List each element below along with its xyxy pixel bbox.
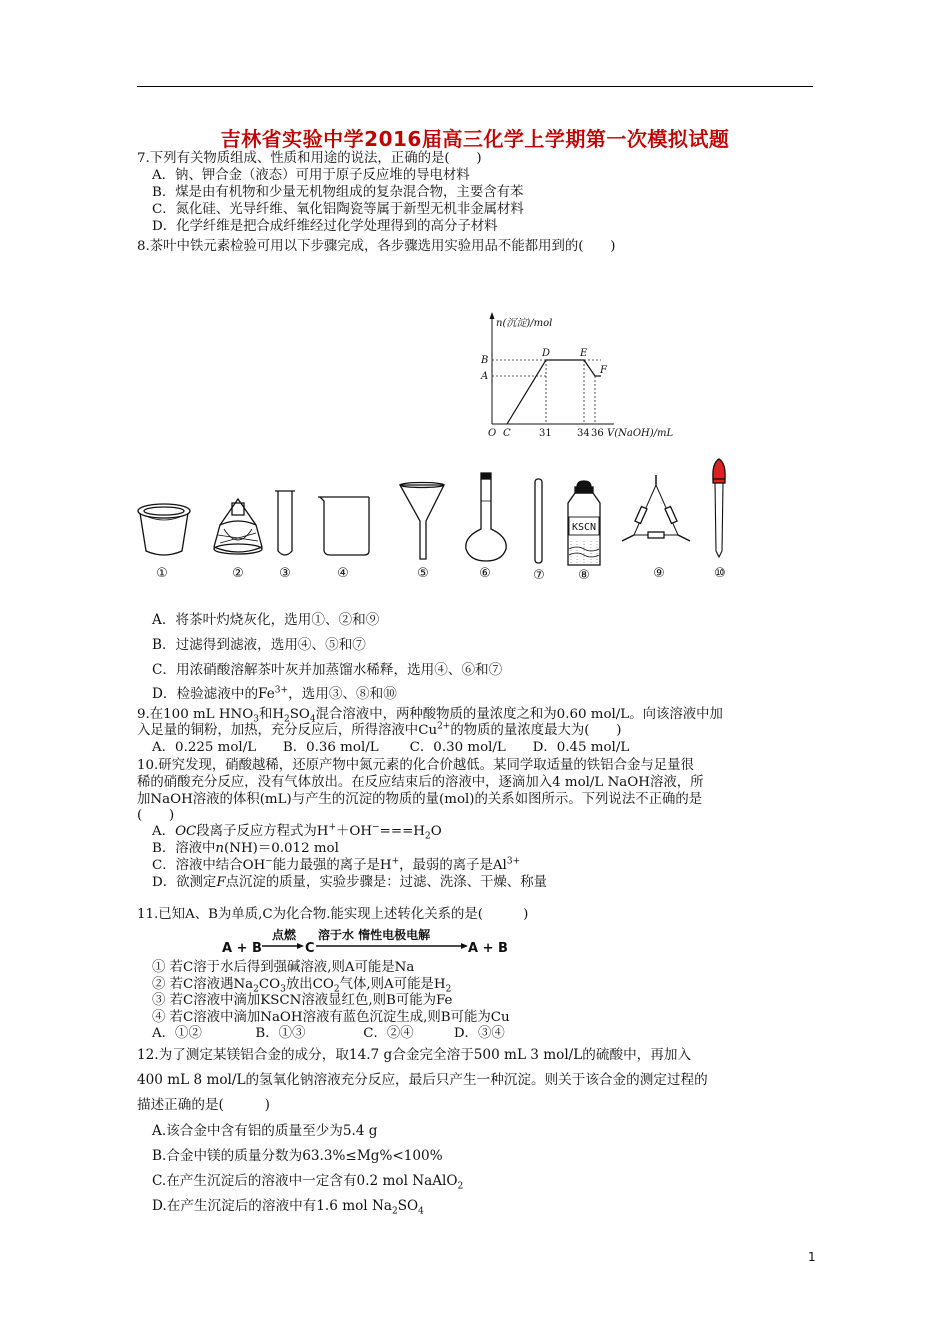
q11-transformation-scheme [222,925,512,957]
crucible-icon [138,504,190,555]
q7-option-a: A．钠、钾合金（液态）可用于原子反应堆的导电材料 [152,168,470,183]
header-rule [137,86,813,87]
apparatus-label-7: ⑦ [533,568,545,583]
q11-statement-2: ② 若C溶液遇$Na_2CO_3$放出$CO_2$气体,则A可能是$H_2$ [152,977,452,995]
scheme-right: A + B [468,941,508,956]
q7-option-b: B．煤是由有机物和少量无机物组成的复杂混合物，主要含有苯 [152,185,524,200]
q10-line-1: 10.研究发现，硝酸越稀，还原产物中氮元素的化合价越低。某同学取适量的铁铝合金与足量很 [137,758,694,773]
scheme-over-1: 点燃 [272,928,297,942]
apparatus-label-9: ⑨ [653,566,665,581]
label-d: D [542,348,551,359]
q12-option-a: A.该合金中含有铝的质量至少为5.4 g [152,1123,378,1139]
q10-line-2: 稀的硝酸充分反应，没有气体放出。在反应结束后的溶液中，逐滴加入4 mol/L NaOH溶液，所 [137,775,704,790]
q8-stem: 8.茶叶中铁元素检验可用以下步骤完成，各步骤选用实验用品不能都用到的( ) [137,239,616,254]
q9-line-1: 9.在100 mL $HNO_3$和$H_2SO_4$混合溶液中，两种酸物质的量浓度之和为0.60 mol/L。向该溶液中加 [137,707,723,725]
q10-line-3: 加NaOH溶液的体积(mL)与产生的沉淀的物质的量(mol)的关系如图所示。下列说法不正确的是 [137,792,703,807]
q11-stem: 11.已知A、B为单质,C为化合物.能实现上述转化关系的是( ) [137,907,529,922]
label-a: A [481,371,489,382]
tick-34: 34 [577,428,590,439]
apparatus-label-3: ③ [279,566,291,581]
q9-line-2: 入足量的铜粉，加热，充分反应后，所得溶液中$Cu^{2+}$的物质的量浓度最大为( ) [137,721,622,738]
q12-option-b: B.合金中镁的质量分数为63.3%≤Mg%<100% [152,1148,443,1164]
q7-option-c: C．氮化硅、光导纤维、氧化铝陶瓷等属于新型无机非金属材料 [152,202,524,217]
apparatus-label-6: ⑥ [479,566,491,581]
crucible-tongs-icon [214,499,262,554]
q10-option-c: C．溶液中结合OH−能力最强的离子是H+，最弱的离子是$Al^{3+}$ [152,856,521,873]
q12-line-2: 400 mL 8 mol/L的氢氧化钠溶液充分反应，最后只产生一种沉淀。则关于该合金的测定过程的 [137,1072,708,1088]
label-o: O [488,428,497,439]
volumetric-flask-icon [466,473,506,561]
q11-options: A．①② B．①③ C．②④ D．③④ [152,1026,505,1041]
q8-option-d: D．检验滤液中的$Fe^{3+}$，选用③、⑧和⑩ [152,685,397,702]
q9-options: A．0.225 mol/L B．0.36 mol/L C．0.30 mol/L D．0.45 mol/L [152,740,630,755]
page-title: 吉林省实验中学2016届高三化学上学期第一次模拟试题 [220,127,730,151]
apparatus-figure [128,455,748,585]
q11-statement-4: ④ 若C溶液中滴加NaOH溶液有蓝色沉淀生成,则B可能为Cu [152,1010,510,1025]
apparatus-label-4: ④ [337,566,349,581]
q10-option-d: D．欲测定F点沉淀的质量，实验步骤是：过滤、洗涤、干燥、称量 [152,875,547,890]
x-axis-label: V(NaOH)/mL [607,428,674,439]
funnel-icon [400,483,444,560]
tick-31: 31 [539,428,552,439]
label-f: F [600,365,607,376]
label-e: E [580,348,588,359]
kscn-label: KSCN [571,522,597,533]
apparatus-label-1: ① [156,566,168,581]
clay-triangle-icon [622,475,690,541]
apparatus-label-8: ⑧ [578,568,590,583]
apparatus-label-5: ⑤ [417,566,429,581]
q10-option-b: B．溶液中n(NH)＝0.012 mol [152,841,339,856]
scheme-c: C [305,941,315,956]
q7-option-d: D．化学纤维是把合成纤维经过化学处理得到的高分子材料 [152,219,498,234]
scheme-left: A + B [222,941,262,956]
q12-option-c: C.在产生沉淀后的溶液中一定含有0.2 mol NaAlO$_2$ [152,1173,464,1192]
q10-line-4: ( ) [137,808,175,823]
tick-36: 36 [591,428,604,439]
apparatus-label-10: ⑩ [714,566,726,581]
beaker-icon [318,497,369,555]
q10-option-a: A．OC段离子反应方程式为$H^++OH^-===H_2O$ [152,822,442,842]
q11-statement-1: ① 若C溶于水后得到强碱溶液,则A可能是Na [152,960,415,975]
page-number: 1 [808,1250,816,1264]
glass-rod-icon [535,479,542,563]
q8-option-a: A．将茶叶灼烧灰化，选用①、②和⑨ [152,612,380,628]
y-axis-label: n(沉淀)/mol [496,318,553,329]
label-c: C [503,428,511,439]
q8-option-c: C．用浓硝酸溶解茶叶灰并加蒸馏水稀释，选用④、⑥和⑦ [152,662,503,678]
apparatus-label-2: ② [232,566,244,581]
scheme-over-2: 溶于水 惰性电极电解 [318,928,431,942]
q12-line-3: 描述正确的是( ) [137,1097,270,1113]
q12-option-d: D.在产生沉淀后的溶液中有1.6 mol $Na_2SO_4$ [152,1198,424,1217]
precipitate-graph [478,308,698,440]
q7-stem: 7.下列有关物质组成、性质和用途的说法，正确的是( ) [137,151,482,166]
q8-option-b: B．过滤得到滤液，选用④、⑤和⑦ [152,637,366,653]
test-tube-icon [275,491,295,555]
q12-line-1: 12.为了测定某镁铝合金的成分，取14.7 g合金完全溶于500 mL 3 mol/L的硫酸中，再加入 [137,1047,692,1063]
dropper-icon [713,459,725,557]
label-b: B [481,355,489,366]
q11-statement-3: ③ 若C溶液中滴加KSCN溶液显红色,则B可能为Fe [152,993,453,1008]
